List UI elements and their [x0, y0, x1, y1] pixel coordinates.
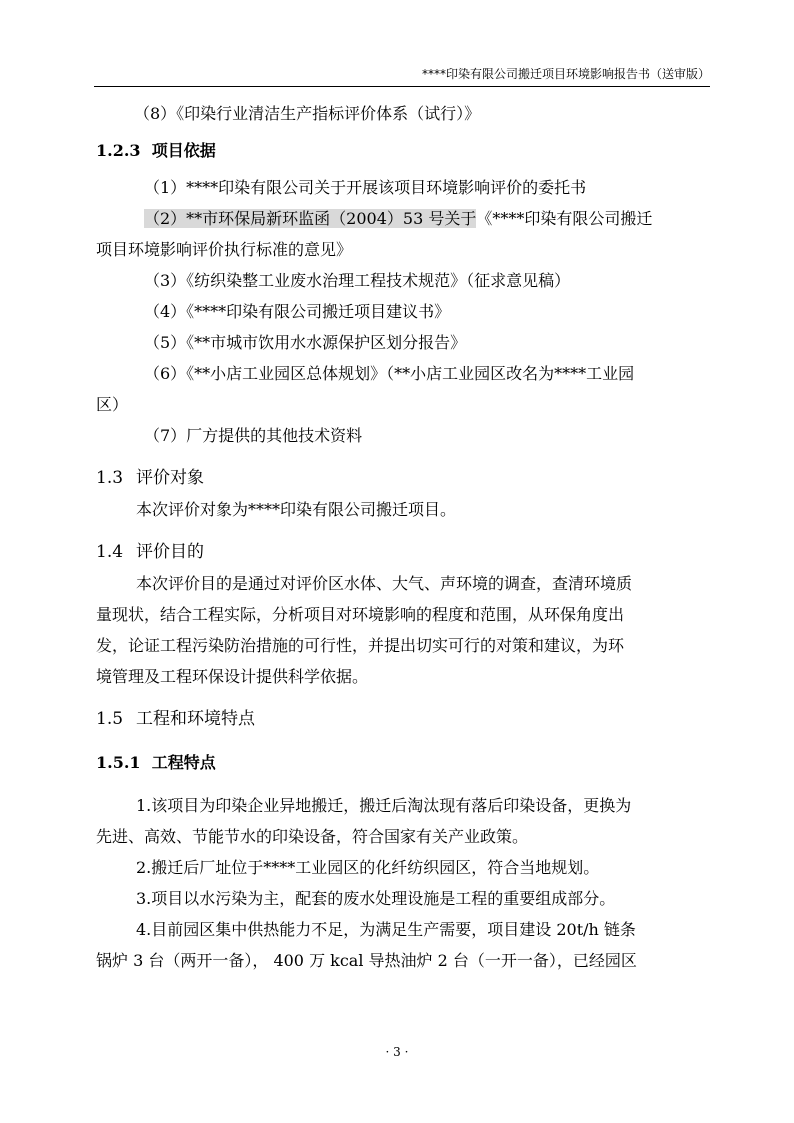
section-title: 工程和环境特点 [136, 709, 255, 729]
section-title: 工程特点 [151, 753, 216, 772]
section-heading [96, 537, 708, 568]
list-item-text: 《****印染有限公司搬迁 [476, 209, 653, 228]
section-number: 1.4 [96, 542, 124, 562]
paragraph-line: 量现状，结合工程实际，分析项目对环境影响的程度和范围，从环保角度出 [96, 605, 625, 624]
paragraph-line: 本次评价目的是通过对评价区水体、大气、声环境的调查，查清环境质 [136, 574, 633, 593]
list-item-continuation: 区） [96, 395, 129, 414]
paragraph-line: 发，论证工程污染防治措施的可行性，并提出切实可行的对策和建议，为环 [96, 636, 625, 655]
list-item: （5）《**市城市饮用水水源保护区划分报告》 [144, 333, 467, 352]
list-item: （7）厂方提供的其他技术资料 [144, 426, 363, 445]
list-item: （1）****印染有限公司关于开展该项目环境影响评价的委托书 [144, 178, 587, 197]
section-number: 1.5 [96, 709, 124, 729]
paragraph-line: 2.搬迁后厂址位于****工业园区的化纤纺织园区，符合当地规划。 [136, 858, 600, 877]
section-number: 1.5.1 [96, 753, 141, 772]
section-heading [96, 463, 708, 494]
highlighted-text: （2）**市环保局新环监函（2004）53 号关于 [144, 209, 477, 228]
list-item: （6）《**小店工业园区总体规划》（**小店工业园区改名为****工业园 [144, 364, 635, 383]
paragraph-line: 3.项目以水污染为主，配套的废水处理设施是工程的重要组成部分。 [136, 889, 616, 908]
section-heading [96, 135, 708, 166]
paragraph-line: 4.目前园区集中供热能力不足，为满足生产需要，项目建设 20t/h 链条 [136, 920, 636, 939]
running-header: ****印染有限公司搬迁项目环境影响报告书（送审版） [421, 67, 710, 81]
list-item: （4）《****印染有限公司搬迁项目建议书》 [144, 302, 451, 321]
list-item-continuation: 项目环境影响评价执行标准的意见》 [96, 240, 353, 259]
list-item: （8）《印染行业清洁生产指标评价体系（试行）》 [134, 104, 481, 123]
section-number: 1.3 [96, 468, 124, 488]
paragraph-line: 先进、高效、节能节水的印染设备，符合国家有关产业政策。 [96, 827, 529, 846]
header-rule [94, 86, 710, 87]
list-item [96, 203, 708, 234]
paragraph-line: 锅炉 3 台（两开一备）， 400 万 kcal 导热油炉 2 台（一开一备），已经园区 [96, 951, 637, 970]
paragraph-line: 1.该项目为印染企业异地搬迁，搬迁后淘汰现有落后印染设备，更换为 [136, 796, 632, 815]
list-item: （3）《纺织染整工业废水治理工程技术规范》（征求意见稿） [144, 271, 571, 290]
section-heading [96, 747, 708, 778]
section-title: 评价对象 [136, 468, 204, 488]
paragraph-line: 境管理及工程环保设计提供科学依据。 [96, 667, 369, 686]
section-heading [96, 704, 708, 735]
page-body [96, 98, 708, 976]
section-title: 评价目的 [136, 542, 204, 562]
section-number: 1.2.3 [96, 141, 141, 160]
paragraph: 本次评价对象为****印染有限公司搬迁项目。 [136, 500, 457, 519]
section-title: 项目依据 [151, 141, 216, 160]
page-number: · 3 · [385, 1045, 409, 1059]
